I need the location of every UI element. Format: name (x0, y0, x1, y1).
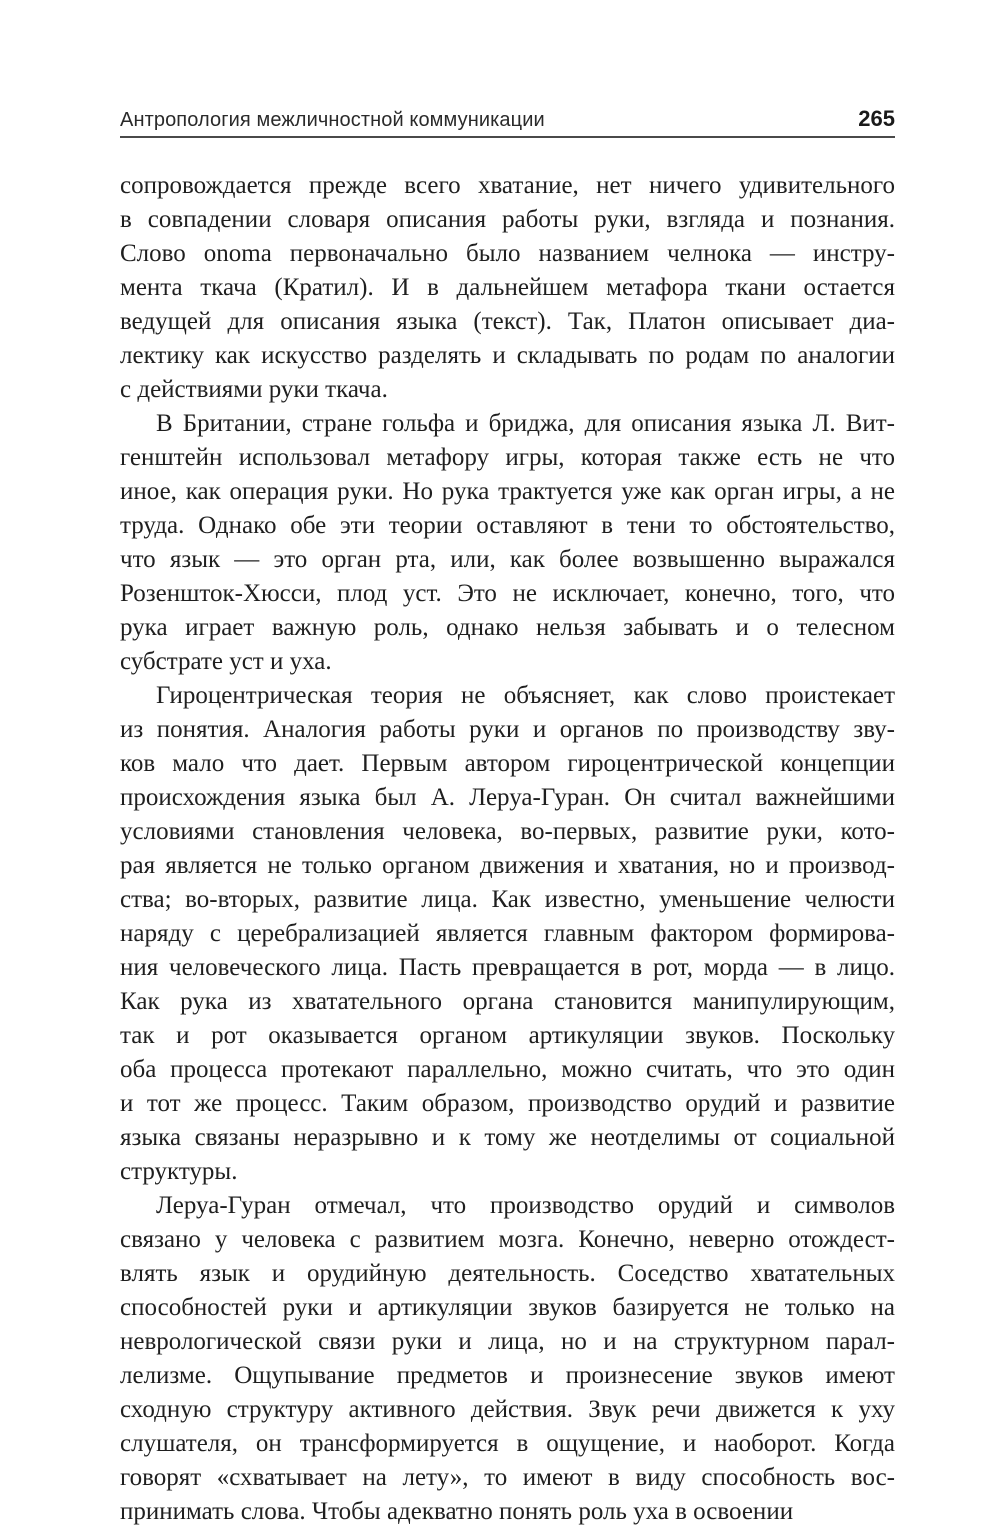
text-line: в совпадении словаря описания работы руки, взгляда и познания. (120, 206, 895, 233)
text-line: ведущей для описания языка (текст). Так, Платон описывает диа- (120, 308, 895, 335)
text-line: из понятия. Аналогия работы руки и органов по производству зву- (120, 716, 895, 743)
text-line: принимать слова. Чтобы адекватно понять роль уха в освоении (120, 1498, 794, 1525)
paragraph (120, 169, 895, 407)
text-line: влять язык и орудийную деятельность. Соседство хватательных (120, 1260, 895, 1287)
text-line: способностей руки и артикуляции звуков базируется не только на (120, 1294, 895, 1321)
text-line: слушателя, он трансформируется в ощущение, и наоборот. Когда (120, 1430, 895, 1457)
text-line: Гироцентрическая теория не объясняет, как слово проистекает (156, 682, 895, 709)
text-line: генштейн использовал метафору игры, которая также есть не что (120, 444, 895, 471)
text-line: рая является не только органом движения и хватания, но и производ- (120, 852, 895, 879)
text-line: наряду с церебрализацией является главным фактором формирова- (120, 920, 895, 947)
text-line: ков мало что дает. Первым автором гироцентрической концепции (120, 750, 895, 777)
text-line: лелизме. Ощупывание предметов и произнесение звуков имеют (120, 1362, 895, 1389)
text-line: структуры. (120, 1158, 238, 1185)
text-line: оба процесса протекают параллельно, можно считать, что это один (120, 1056, 895, 1083)
text-line: языка связаны неразрывно и к тому же неотделимы от социальной (120, 1124, 895, 1151)
text-line: лектику как искусство разделять и складывать по родам по аналогии (120, 342, 895, 369)
text-line: Розеншток-Хюсси, плод уст. Это не исключает, конечно, того, что (120, 580, 895, 607)
text-line: так и рот оказывается органом артикуляции звуков. Поскольку (120, 1022, 895, 1049)
page-number: 265 (858, 106, 895, 131)
text-line: сопровождается прежде всего хватание, нет ничего удивительного (120, 172, 895, 199)
text-line: условиями становления человека, во-первых, развитие руки, кото- (120, 818, 895, 845)
text-line: ства; во-вторых, развитие лица. Как известно, уменьшение челюсти (120, 886, 895, 913)
text-line: неврологической связи руки и лица, но и на структурном парал- (120, 1328, 895, 1355)
text-line: мента ткача (Кратил). И в дальнейшем метафора ткани остается (120, 274, 895, 301)
running-title: Антропология межличностной коммуникации (120, 109, 545, 131)
text-line: Как рука из хватательного органа становится манипулирующим, (120, 988, 895, 1015)
text-line: Слово onoma первоначально было названием челнока — инстру- (120, 240, 895, 267)
text-line: труда. Однако обе эти теории оставляют в тени то обстоятельство, (120, 512, 895, 539)
text-line: иное, как операция руки. Но рука трактуется уже как орган игры, а не (120, 478, 895, 505)
text-line: ния человеческого лица. Пасть превращается в рот, морда — в лицо. (120, 954, 895, 981)
text-line: рука играет важную роль, однако нельзя забывать и о телесном (120, 614, 895, 641)
text-line: говорят «схватывает на лету», то имеют в виду способность вос- (120, 1464, 895, 1491)
text-line: происхождения языка был А. Леруа-Гуран. Он считал важнейшими (120, 784, 895, 811)
text-line: с действиями руки ткача. (120, 376, 388, 403)
text-line: Леруа-Гуран отмечал, что производство орудий и символов (156, 1192, 895, 1219)
body-text (120, 169, 895, 1529)
paragraph (120, 679, 895, 1189)
paragraph (120, 407, 895, 679)
text-line: В Британии, стране гольфа и бриджа, для описания языка Л. Вит- (156, 410, 895, 437)
text-line: сходную структуру активного действия. Звук речи движется к уху (120, 1396, 895, 1423)
text-line: субстрате уст и уха. (120, 648, 332, 675)
paragraph (120, 1189, 895, 1529)
text-line: что язык — это орган рта, или, как более возвышенно выражался (120, 546, 895, 573)
running-header (120, 104, 895, 138)
text-line: и тот же процесс. Таким образом, производство орудий и развитие (120, 1090, 895, 1117)
text-line: связано у человека с развитием мозга. Конечно, неверно отождест- (120, 1226, 895, 1253)
